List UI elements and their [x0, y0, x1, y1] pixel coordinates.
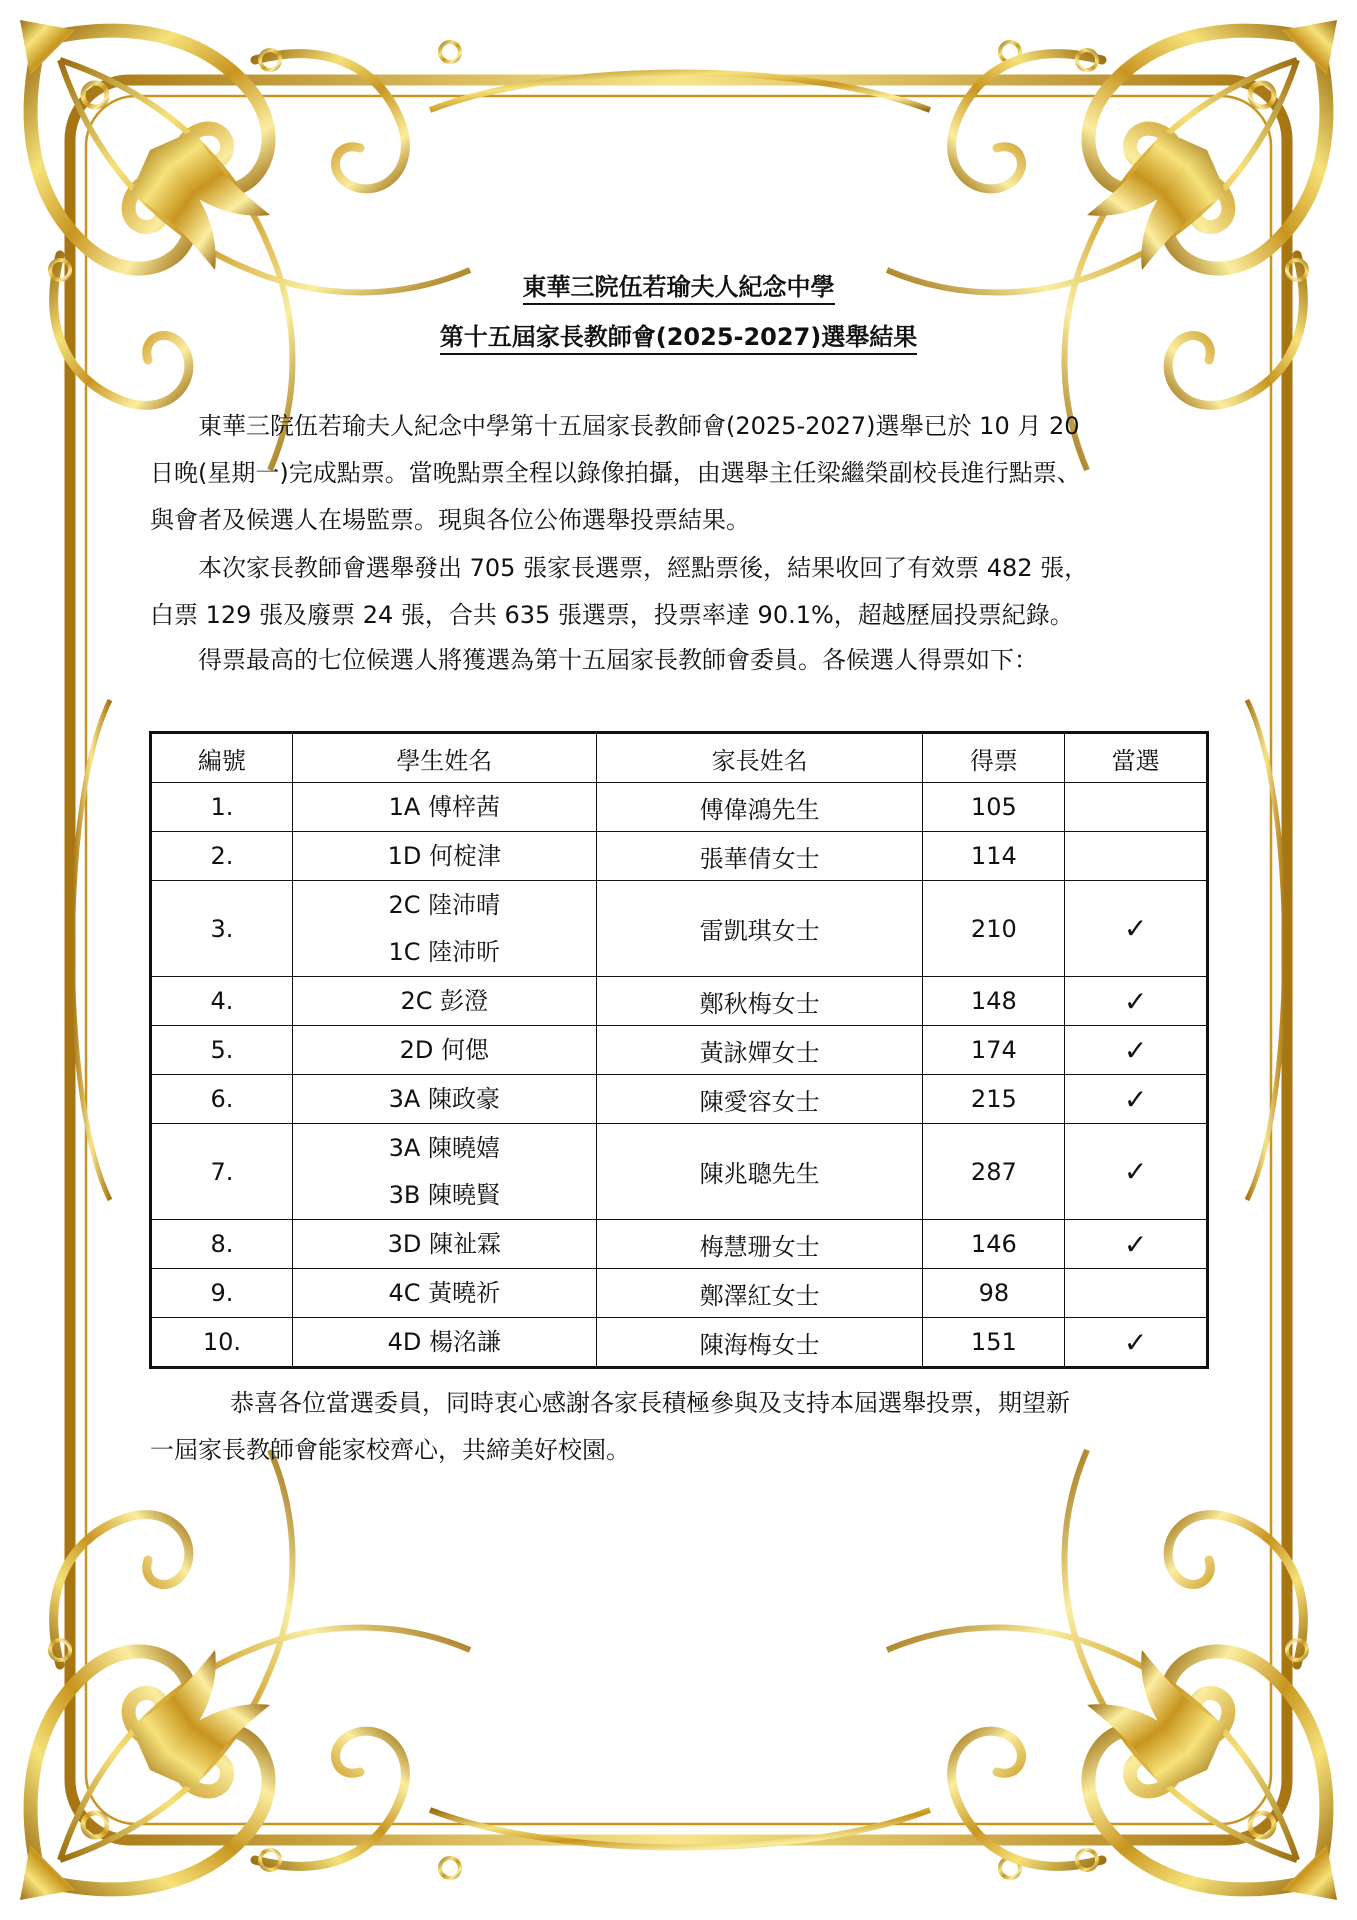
cell-parent: 陳兆聰先生 — [596, 1124, 923, 1220]
text-line: 與會者及候選人在場監票。現與各位公佈選舉投票結果。 — [150, 506, 750, 534]
student-name: 3A 陳政豪 — [388, 1084, 500, 1113]
cell-votes: 287 — [923, 1124, 1065, 1220]
cell-votes: 114 — [923, 832, 1065, 881]
text-line: 恭喜各位當選委員，同時衷心感謝各家長積極參與及支持本屆選舉投票，期望新 — [230, 1389, 1070, 1417]
table-row — [151, 977, 1208, 1026]
student-name: 3A 陳曉嬉 — [388, 1133, 500, 1162]
table-row — [151, 1026, 1208, 1075]
cell-student — [292, 977, 596, 1026]
cell-votes: 210 — [923, 881, 1065, 977]
cell-elected: ✓ — [1065, 1026, 1208, 1075]
cell-parent: 傅偉鴻先生 — [596, 783, 923, 832]
table-row — [151, 1318, 1208, 1368]
cell-votes: 105 — [923, 783, 1065, 832]
cell-number: 6. — [151, 1075, 293, 1124]
text-line: 日晚(星期一)完成點票。當晚點票全程以錄像拍攝，由選舉主任梁繼榮副校長進行點票、 — [150, 459, 1081, 487]
cell-student — [292, 832, 596, 881]
cell-elected: ✓ — [1065, 1220, 1208, 1269]
cell-student — [292, 1075, 596, 1124]
cell-votes: 174 — [923, 1026, 1065, 1075]
cell-parent: 黃詠嬋女士 — [596, 1026, 923, 1075]
cell-number: 7. — [151, 1124, 293, 1220]
cell-elected: ✓ — [1065, 1075, 1208, 1124]
cell-votes: 151 — [923, 1318, 1065, 1368]
cell-elected: ✓ — [1065, 881, 1208, 977]
cell-number: 8. — [151, 1220, 293, 1269]
cell-number: 5. — [151, 1026, 293, 1075]
table-row — [151, 881, 1208, 977]
cell-number: 3. — [151, 881, 293, 977]
text-line: 本次家長教師會選舉發出 705 張家長選票，經點票後，結果收回了有效票 482 張， — [198, 554, 1089, 582]
cell-votes: 146 — [923, 1220, 1065, 1269]
cell-parent: 雷凱琪女士 — [596, 881, 923, 977]
student-name: 2D 何偲 — [399, 1035, 490, 1064]
cell-student — [292, 1318, 596, 1368]
student-name: 3D 陳祉霖 — [387, 1229, 502, 1258]
cell-elected: ✓ — [1065, 977, 1208, 1026]
election-results-title — [0, 317, 1357, 352]
candidates-paragraph — [150, 637, 1200, 684]
student-name: 2C 陸沛晴 — [388, 890, 501, 919]
closing-paragraph — [150, 1380, 1200, 1474]
header-number: 編號 — [151, 733, 293, 783]
student-name: 4C 黃曉祈 — [388, 1278, 501, 1307]
cell-student — [292, 881, 596, 977]
cell-elected — [1065, 783, 1208, 832]
table-row — [151, 832, 1208, 881]
cell-number: 4. — [151, 977, 293, 1026]
text-line: 得票最高的七位候選人將獲選為第十五屆家長教師會委員。各候選人得票如下： — [198, 646, 1038, 674]
cell-student — [292, 783, 596, 832]
cell-parent: 鄭秋梅女士 — [596, 977, 923, 1026]
student-name: 3B 陳曉賢 — [388, 1180, 500, 1209]
cell-elected — [1065, 832, 1208, 881]
student-name: 2C 彭澄 — [400, 986, 489, 1015]
text-line: 一屆家長教師會能家校齊心，共締美好校園。 — [150, 1436, 630, 1464]
student-name: 4D 楊洺謙 — [387, 1327, 502, 1356]
cell-parent: 鄭澤紅女士 — [596, 1269, 923, 1318]
cell-number: 2. — [151, 832, 293, 881]
table-row — [151, 1269, 1208, 1318]
header-elected: 當選 — [1065, 733, 1208, 783]
cell-votes: 215 — [923, 1075, 1065, 1124]
intro-paragraph — [150, 403, 1200, 544]
school-name-title — [0, 267, 1357, 302]
cell-student — [292, 1220, 596, 1269]
cell-parent: 陳愛容女士 — [596, 1075, 923, 1124]
cell-number: 10. — [151, 1318, 293, 1368]
student-name: 1A 傅梓茜 — [388, 792, 500, 821]
student-name: 1C 陸沛昕 — [388, 937, 501, 966]
header-parent-name: 家長姓名 — [596, 733, 923, 783]
text-line: 東華三院伍若瑜夫人紀念中學第十五屆家長教師會(2025-2027)選舉已於 10 月 20 — [198, 412, 1080, 440]
cell-elected — [1065, 1269, 1208, 1318]
table-row — [151, 1124, 1208, 1220]
cell-elected: ✓ — [1065, 1318, 1208, 1368]
table-row — [151, 783, 1208, 832]
cell-votes: 148 — [923, 977, 1065, 1026]
cell-elected: ✓ — [1065, 1124, 1208, 1220]
cell-student — [292, 1124, 596, 1220]
header-votes: 得票 — [923, 733, 1065, 783]
cell-parent: 陳海梅女士 — [596, 1318, 923, 1368]
cell-parent: 梅慧珊女士 — [596, 1220, 923, 1269]
cell-student — [292, 1269, 596, 1318]
cell-number: 9. — [151, 1269, 293, 1318]
school-name-text: 東華三院伍若瑜夫人紀念中學 — [523, 273, 835, 305]
cell-votes: 98 — [923, 1269, 1065, 1318]
table-row — [151, 1220, 1208, 1269]
turnout-paragraph — [150, 545, 1200, 639]
cell-number: 1. — [151, 783, 293, 832]
election-title-text: 第十五屆家長教師會(2025-2027)選舉結果 — [440, 323, 918, 355]
table-header-row — [151, 733, 1208, 783]
student-name: 1D 何椗津 — [387, 841, 502, 870]
cell-student — [292, 1026, 596, 1075]
text-line: 白票 129 張及廢票 24 張，合共 635 張選票，投票率達 90.1%，超越歷屆投票紀錄。 — [150, 601, 1074, 629]
table-row — [151, 1075, 1208, 1124]
election-results-table — [149, 731, 1209, 1369]
header-student-name: 學生姓名 — [292, 733, 596, 783]
cell-parent: 張華倩女士 — [596, 832, 923, 881]
